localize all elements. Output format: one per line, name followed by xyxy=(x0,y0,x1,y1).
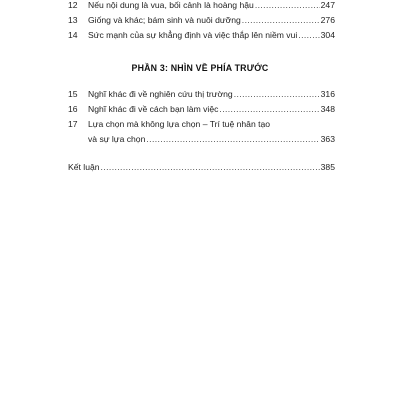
toc-entry-number: 14 xyxy=(68,30,78,40)
toc-entry-number: 12 xyxy=(68,0,78,10)
dot-leader xyxy=(101,160,320,174)
toc-entry-page: 348 xyxy=(320,104,335,114)
toc-entry-13 xyxy=(68,13,335,27)
toc-entry-12 xyxy=(68,0,335,12)
toc-entry-page: 276 xyxy=(320,15,335,25)
toc-entry-title: Nghĩ khác đi về cách bạn làm việc xyxy=(88,104,219,114)
dot-leader xyxy=(298,28,319,42)
dot-leader xyxy=(146,132,319,146)
toc-entry-page: 385 xyxy=(320,162,335,172)
dot-leader xyxy=(219,102,319,116)
toc-entry-title-line1: Lựa chọn mà không lựa chọn – Trí tuệ nhân tạo xyxy=(88,119,271,129)
dot-leader xyxy=(255,0,320,12)
toc-entry-title: Giống và khác; bám sinh và nuôi dưỡng xyxy=(88,15,241,25)
toc-entry-page: 304 xyxy=(320,30,335,40)
toc-entry-number: 17 xyxy=(68,119,78,129)
part-heading: PHẦN 3: NHÌN VỀ PHÍA TRƯỚC xyxy=(131,63,269,73)
toc-entry-17 xyxy=(68,117,335,131)
toc-entry-14 xyxy=(68,28,335,42)
toc-entry-page: 247 xyxy=(320,0,335,10)
toc-entry-title: Nghĩ khác đi về nghiên cứu thị trường xyxy=(88,89,233,99)
toc-entry-title-line2: và sự lựa chọn xyxy=(88,134,146,144)
toc-entry-number: 15 xyxy=(68,89,78,99)
dot-leader xyxy=(242,13,320,27)
toc-entry-number: 16 xyxy=(68,104,78,114)
toc-entry-number: 13 xyxy=(68,15,78,25)
toc-entry-title: Nếu nội dung là vua, bối cảnh là hoàng hậu xyxy=(88,0,254,10)
dot-leader xyxy=(234,87,320,101)
toc-entry-15 xyxy=(68,87,335,101)
toc-entry-title: Sức mạnh của sự khẳng định và việc thắp lên niềm vui xyxy=(88,30,298,40)
toc-entry-16 xyxy=(68,102,335,116)
toc-entry-title: Kết luận xyxy=(68,162,100,172)
toc-entry-page: 363 xyxy=(320,134,335,144)
toc-entry-17-continuation xyxy=(68,132,335,146)
toc-entry-page: 316 xyxy=(320,89,335,99)
toc-entry-conclusion xyxy=(68,160,335,174)
